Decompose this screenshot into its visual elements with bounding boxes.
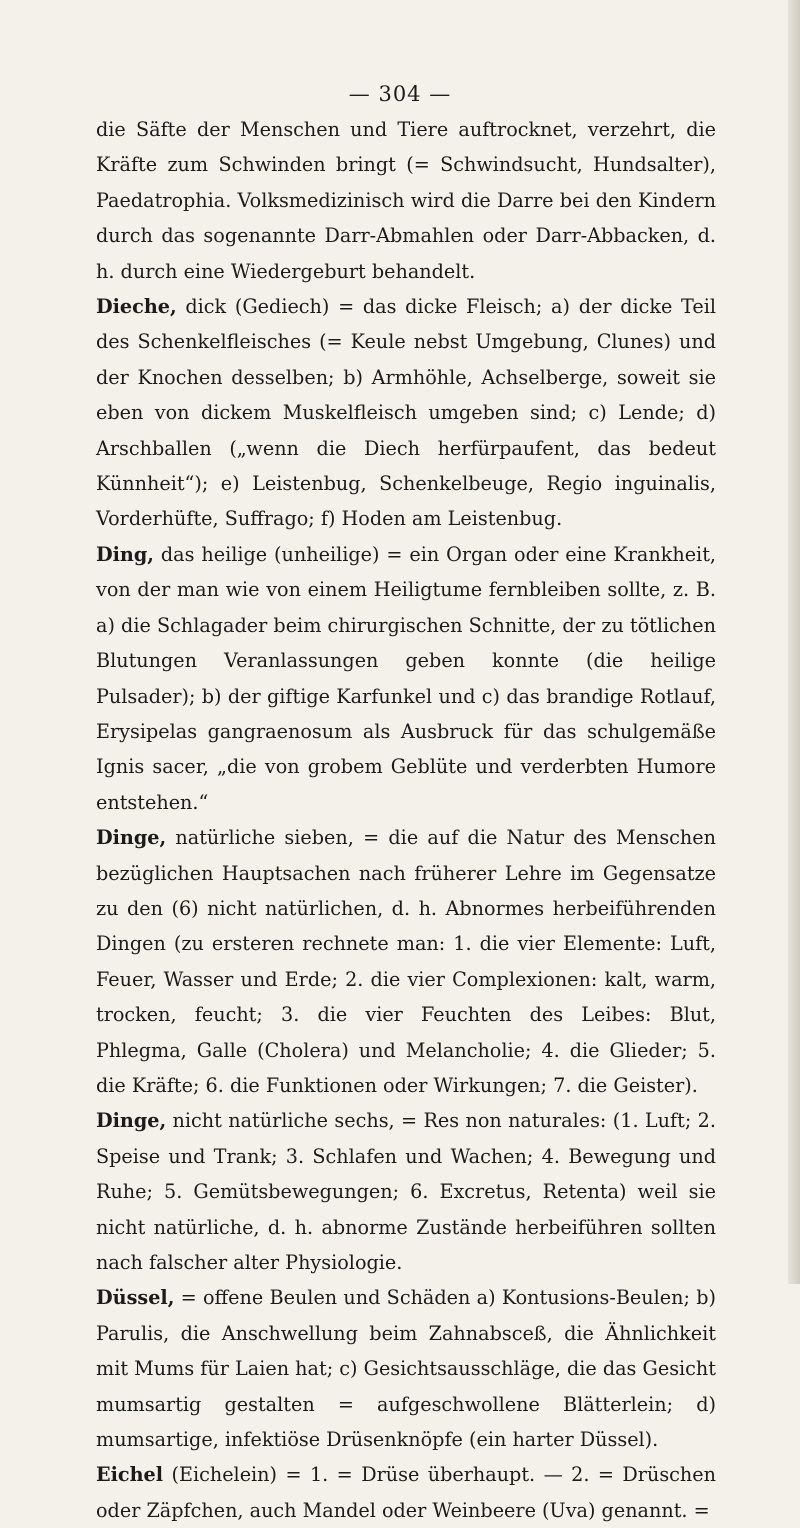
entry-dieche <box>96 289 716 537</box>
entry-headword: Düssel, <box>96 1286 175 1310</box>
page-edge-shadow <box>788 0 800 1284</box>
entry-ding <box>96 537 716 820</box>
entry-darre-continuation: die Säfte der Menschen und Tiere auftrocknet, verzehrt, die Kräfte zum Schwinden bringt (= Schwindsucht, Hundsalter), Paedatrophia. Volksmedizinisch wird die Darre bei den Kindern durch das sogenannte Darr-Abmahlen oder Darr-Abbacken, d. h. durch eine Wiedergeburt behandelt. <box>96 118 716 283</box>
entry-dinge-natuerliche <box>96 820 716 1103</box>
entry-text: = offene Beulen und Schäden a) Kontusions-Beulen; b) Parulis, die Anschwellung beim Zahnabsceß, die Ähnlichkeit mit Mums für Laien hat; c) Gesichtsausschläge, die das Gesicht mumsartig gestalten = aufgeschwollene Blätterlein; d) mumsartige, infektiöse Drüsenknöpfe (ein harter Düssel). <box>96 1286 716 1452</box>
entry-headword: Dinge, <box>96 1109 167 1133</box>
entry-text: nicht natürliche sechs, = Res non naturales: (1. Luft; 2. Speise und Trank; 3. Schlafen und Wachen; 4. Bewegung und Ruhe; 5. Gemütsbewegungen; 6. Excretus, Retenta) weil sie nicht natürliche, d. h. abnorme Zustände herbeiführen sollten nach falscher alter Physiologie. <box>96 1109 716 1274</box>
entry-duessel <box>96 1280 716 1457</box>
entry-headword: Dinge, <box>96 826 167 850</box>
page-number: — 304 — <box>348 82 452 106</box>
entry-text: (Eichelein) = 1. = Drüse überhaupt. — 2. = Drüschen oder Zäpfchen, auch Mandel oder Weinbeere (Uva) genannt. = <box>96 1463 716 1522</box>
entry-text: das heilige (unheilige) = ein Organ oder eine Krankheit, von der man wie von einem Heiligtume fernbleiben sollte, z. B. a) die Schlagader beim chirurgischen Schnitte, der zu tötlichen Blutungen Veranlassungen geben konnte (die heilige Pulsader); b) der giftige Karfunkel und c) das brandige Rotlauf, Erysipelas gangraenosum als Ausbruck für das schulgemäße Ignis sacer, „die von grobem Geblüte und verderbten Humore entstehen.“ <box>96 542 716 814</box>
text-body <box>96 112 716 1528</box>
entry-dinge-nicht-natuerliche <box>96 1103 716 1280</box>
entry-headword: Eichel <box>96 1463 164 1487</box>
entry-text: natürliche sieben, = die auf die Natur des Menschen bezüglichen Hauptsachen nach früherer Lehre im Gegensatze zu den (6) nicht natürlichen, d. h. Abnormes herbeiführenden Dingen (zu ersteren rechnete man: 1. die vier Elemente: Luft, Feuer, Wasser und Erde; 2. die vier Complexionen: kalt, warm, trocken, feucht; 3. die vier Feuchten des Leibes: Blut, Phlegma, Galle (Cholera) und Melancholie; 4. die Glieder; 5. die Kräfte; 6. die Funktionen oder Wirkungen; 7. die Geister). <box>96 826 716 1097</box>
entry-headword: Ding, <box>96 542 154 566</box>
entry-text: dick (Gediech) = das dicke Fleisch; a) der dicke Teil des Schenkelfleisches (= Keule nebst Umgebung, Clunes) und der Knochen desselben; b) Armhöhle, Achselberge, soweit sie eben von dickem Muskelfleisch umgeben sind; c) Lende; d) Arschballen („wenn die Diech herfürpaufent, das bedeut Künnheit“); e) Leistenbug, Schenkelbeuge, Regio inguinalis, Vorderhüfte, Suffrago; f) Hoden am Leistenbug. <box>96 295 716 531</box>
entry-eichel <box>96 1457 716 1528</box>
entry-headword: Dieche, <box>96 295 177 319</box>
